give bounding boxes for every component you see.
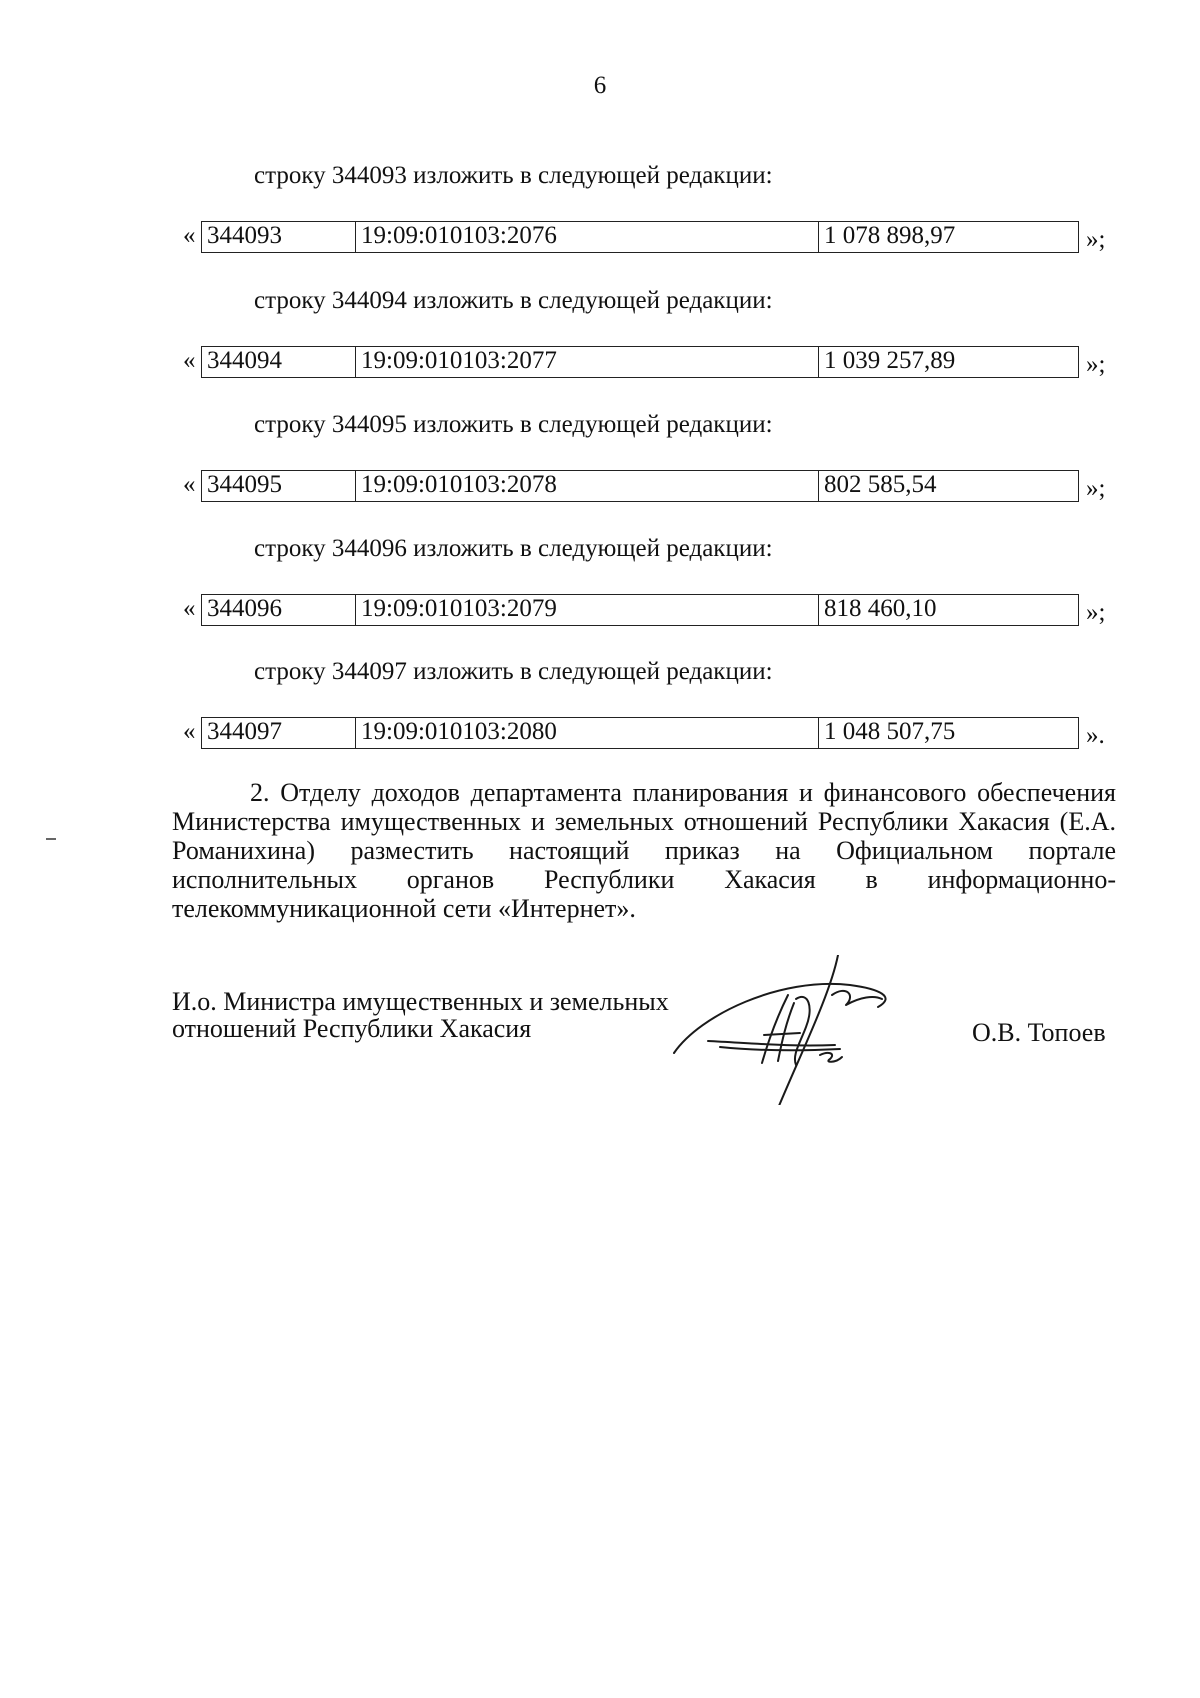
handwritten-signature (660, 955, 920, 1105)
scan-speck (46, 838, 56, 840)
instruction-row-3: строку 344095 изложить в следующей редакции: (254, 411, 773, 438)
row-4-cadastral: 19:09:010103:2079 (355, 595, 818, 625)
row-4-value: 818 460,10 (818, 595, 1079, 625)
close-quote-row-2: »; (1086, 351, 1106, 378)
table-row-1 (201, 221, 1079, 253)
row-4-code: 344096 (201, 595, 355, 625)
row-3-value: 802 585,54 (818, 471, 1079, 501)
page-number: 6 (593, 72, 607, 99)
signatory-title (172, 988, 669, 1042)
table-row-4 (201, 594, 1079, 626)
row-2-cadastral: 19:09:010103:2077 (355, 347, 818, 377)
table-row-3 (201, 470, 1079, 502)
close-quote-row-1: »; (1086, 226, 1106, 253)
row-1-cadastral: 19:09:010103:2076 (355, 222, 818, 252)
instruction-row-4: строку 344096 изложить в следующей редакции: (254, 535, 773, 562)
table-row-2 (201, 346, 1079, 378)
signatory-title-line-1: И.о. Министра имущественных и земельных (172, 987, 669, 1016)
row-1-value: 1 078 898,97 (818, 222, 1079, 252)
body-paragraph-text: 2. Отделу доходов департамента планирования и финансового обеспечения Министерства имущественных и земельных отношений Республики Хакасия (Е.А. Романихина) разместить настоящий приказ на Официальном портале исполнительных органов Республики Хакасия в информационно-телекоммуникационной сети «Интернет». (172, 778, 1116, 923)
open-quote-row-4: « (183, 595, 196, 622)
signatory-name: О.В. Топоев (972, 1018, 1106, 1047)
row-2-value: 1 039 257,89 (818, 347, 1079, 377)
open-quote-row-2: « (183, 347, 196, 374)
instruction-row-5: строку 344097 изложить в следующей редакции: (254, 658, 773, 685)
row-5-value: 1 048 507,75 (818, 718, 1079, 748)
row-1-code: 344093 (201, 222, 355, 252)
open-quote-row-3: « (183, 471, 196, 498)
instruction-row-2: строку 344094 изложить в следующей редакции: (254, 287, 773, 314)
close-quote-row-3: »; (1086, 475, 1106, 502)
row-3-code: 344095 (201, 471, 355, 501)
row-3-cadastral: 19:09:010103:2078 (355, 471, 818, 501)
open-quote-row-1: « (183, 222, 196, 249)
signatory-title-line-2: отношений Республики Хакасия (172, 1014, 532, 1043)
row-5-cadastral: 19:09:010103:2080 (355, 718, 818, 748)
row-2-code: 344094 (201, 347, 355, 377)
open-quote-row-5: « (183, 718, 196, 745)
instruction-row-1: строку 344093 изложить в следующей редакции: (254, 162, 773, 189)
row-5-code: 344097 (201, 718, 355, 748)
close-quote-row-5: ». (1086, 722, 1105, 749)
body-paragraph (172, 778, 1116, 923)
close-quote-row-4: »; (1086, 599, 1106, 626)
table-row-5 (201, 717, 1079, 749)
